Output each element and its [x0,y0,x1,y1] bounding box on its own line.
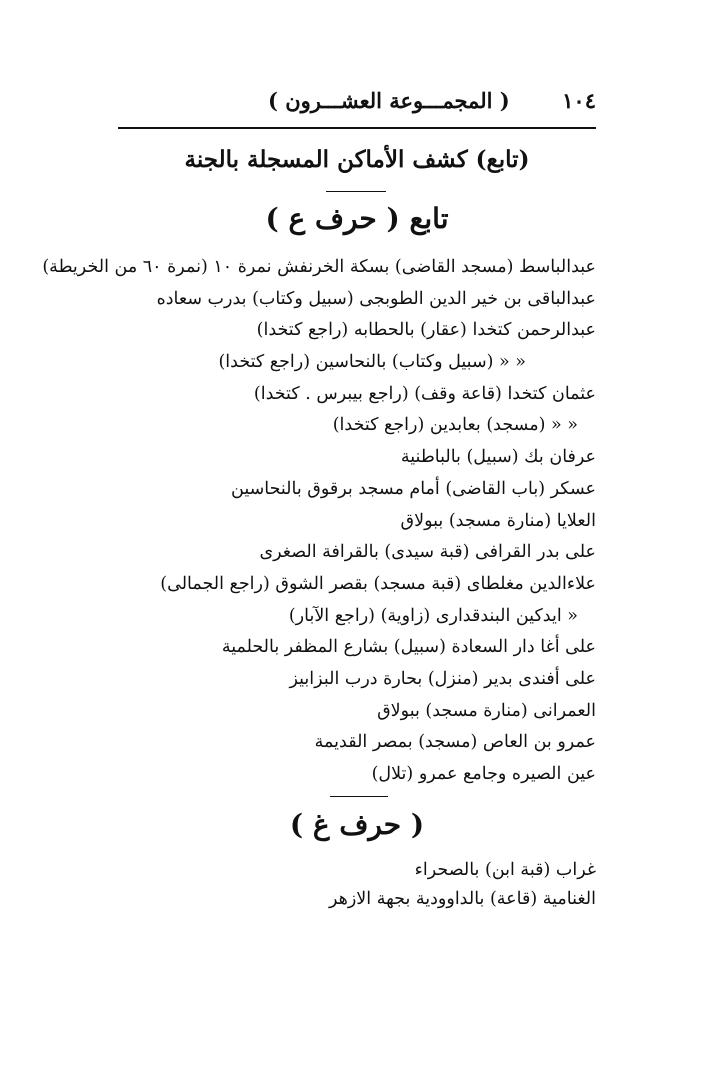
list-item: « ايدكين البندقدارى (زاوية) (راجع الآبار) [288,605,578,626]
list-item: « « (سبيل وكتاب) بالنحاسين (راجع كتخدا) [218,352,526,373]
entry-list-ain [42,252,596,791]
list-item: على أغا دار السعادة (سبيل) بشارع المظفر بالحلمية [221,637,596,658]
list-item: الغنامية (قاعة) بالداوودية بجهة الازهر [328,889,596,909]
section-title: (تابع) كشف الأماكن المسجلة بالجنة [184,146,530,173]
list-item: عمرو بن العاص (مسجد) بمصر القديمة [314,732,596,753]
list-item: عسكر (باب القاضى) أمام مسجد برقوق بالنحاسين [231,478,596,499]
letter-heading-ghain: ( حرف غ ) [289,808,425,841]
list-item: علاءالدين مغلطاى (قبة مسجد) بقصر الشوق (راجع الجمالى) [160,573,596,594]
page-number: ١٠٤ [562,88,596,113]
section-divider [326,191,386,192]
header-rule [118,127,596,129]
list-item: عرفان بك (سبيل) بالباطنية [400,447,596,468]
section-divider [330,796,388,797]
entry-list-ghain [96,856,596,914]
list-item: « « (مسجد) بعابدين (راجع كتخدا) [332,415,578,436]
list-item: غراب (قبة ابن) بالصحراء [414,860,596,880]
list-item: على أفندى بدير (منزل) بحارة درب البزابيز [289,668,596,689]
list-item: العلايا (منارة مسجد) ببولاق [400,510,596,531]
letter-heading-ain: تابع ( حرف ع ) [265,202,449,235]
list-item: عين الصيره وجامع عمرو (تلال) [371,764,596,784]
list-item: على بدر القرافى (قبة سيدى) بالقرافة الصغرى [259,542,596,563]
list-item: العمرانى (منارة مسجد) ببولاق [377,700,596,721]
list-item: عثمان كتخدا (قاعة وقف) (راجع بيبرس . كتخدا) [253,383,596,404]
page-header [118,88,596,124]
list-item: عبدالباسط (مسجد القاضى) بسكة الخرنفش نمرة ١٠ (نمرة ٦٠ من الخريطة) [42,257,596,277]
list-item: عبدالرحمن كتخدا (عقار) بالحطابه (راجع كتخدا) [256,320,596,341]
list-item: عبدالباقى بن خير الدين الطوبجى (سبيل وكتاب) بدرب سعاده [156,288,596,309]
running-title: ( المجمـــوعة العشـــرون ) [268,88,510,113]
